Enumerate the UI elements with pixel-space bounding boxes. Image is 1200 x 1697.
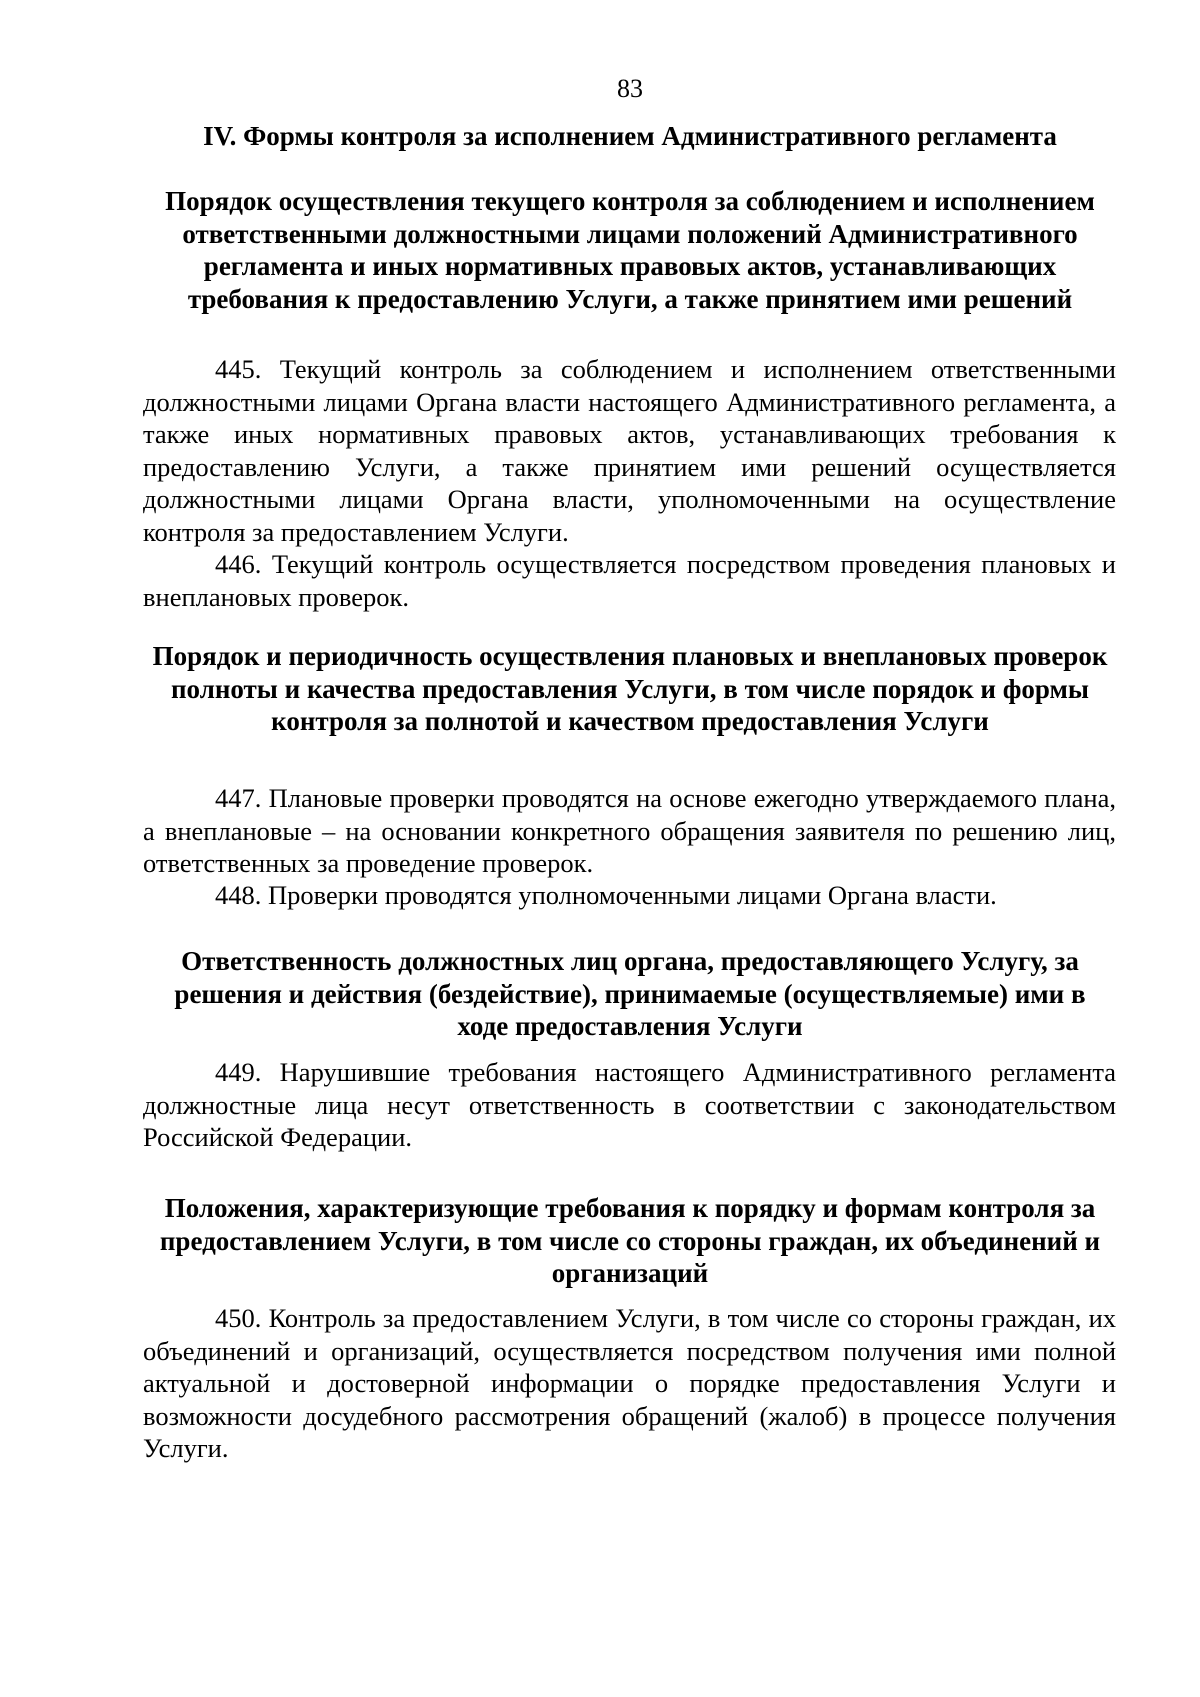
section-heading: Положения, характеризующие требования к порядку и формам контроля за предоставлением Услуги, в том числе со стороны граждан, их объединений и организаций	[159, 1193, 1101, 1288]
chapter-title: IV. Формы контроля за исполнением Административного регламента	[203, 121, 1057, 151]
paragraph-445: 445. Текущий контроль за соблюдением и исполнением ответственными должностными лицами Органа власти настоящего Административного регламента, а также иных нормативных правовых актов, устанавливающих требования к предоставлению Услуги, а также принятием ими решений осуществляется должностными лицами Органа власти, уполномоченными на осуществление контроля за предоставлением Услуги.	[143, 354, 1116, 547]
section-heading: Порядок осуществления текущего контроля за соблюдением и исполнением ответственными должностными лицами положений Административного регламента и иных нормативных правовых актов, устанавливающих требования к предоставлению Услуги, а также принятием ими решений	[165, 186, 1095, 314]
paragraph-449: 449. Нарушившие требования настоящего Административного регламента должностные лица несут ответственность в соответствии с законодательством Российской Федерации.	[143, 1057, 1116, 1152]
paragraph-450: 450. Контроль за предоставлением Услуги, в том числе со стороны граждан, их объединений и организаций, осуществляется посредством получения ими полной актуальной и достоверной информации о порядке предоставления Услуги и возможности досудебного рассмотрения обращений (жалоб) в процессе получения Услуги.	[143, 1303, 1116, 1463]
paragraph-447: 447. Плановые проверки проводятся на основе ежегодно утверждаемого плана, а внеплановые – на основании конкретного обращения заявителя по решению лиц, ответственных за проведение проверок.	[143, 783, 1116, 878]
paragraph-446: 446. Текущий контроль осуществляется посредством проведения плановых и внеплановых проверок.	[143, 549, 1116, 612]
page-number: 83	[617, 74, 643, 103]
section-heading: Ответственность должностных лиц органа, предоставляющего Услугу, за решения и действия (бездействие), принимаемые (осуществляемые) ими в ходе предоставления Услуги	[174, 946, 1086, 1041]
section-heading: Порядок и периодичность осуществления плановых и внеплановых проверок полноты и качества предоставления Услуги, в том числе порядок и формы контроля за полнотой и качеством предоставления Услуги	[152, 641, 1108, 736]
paragraph-448: 448. Проверки проводятся уполномоченными лицами Органа власти.	[215, 880, 997, 910]
